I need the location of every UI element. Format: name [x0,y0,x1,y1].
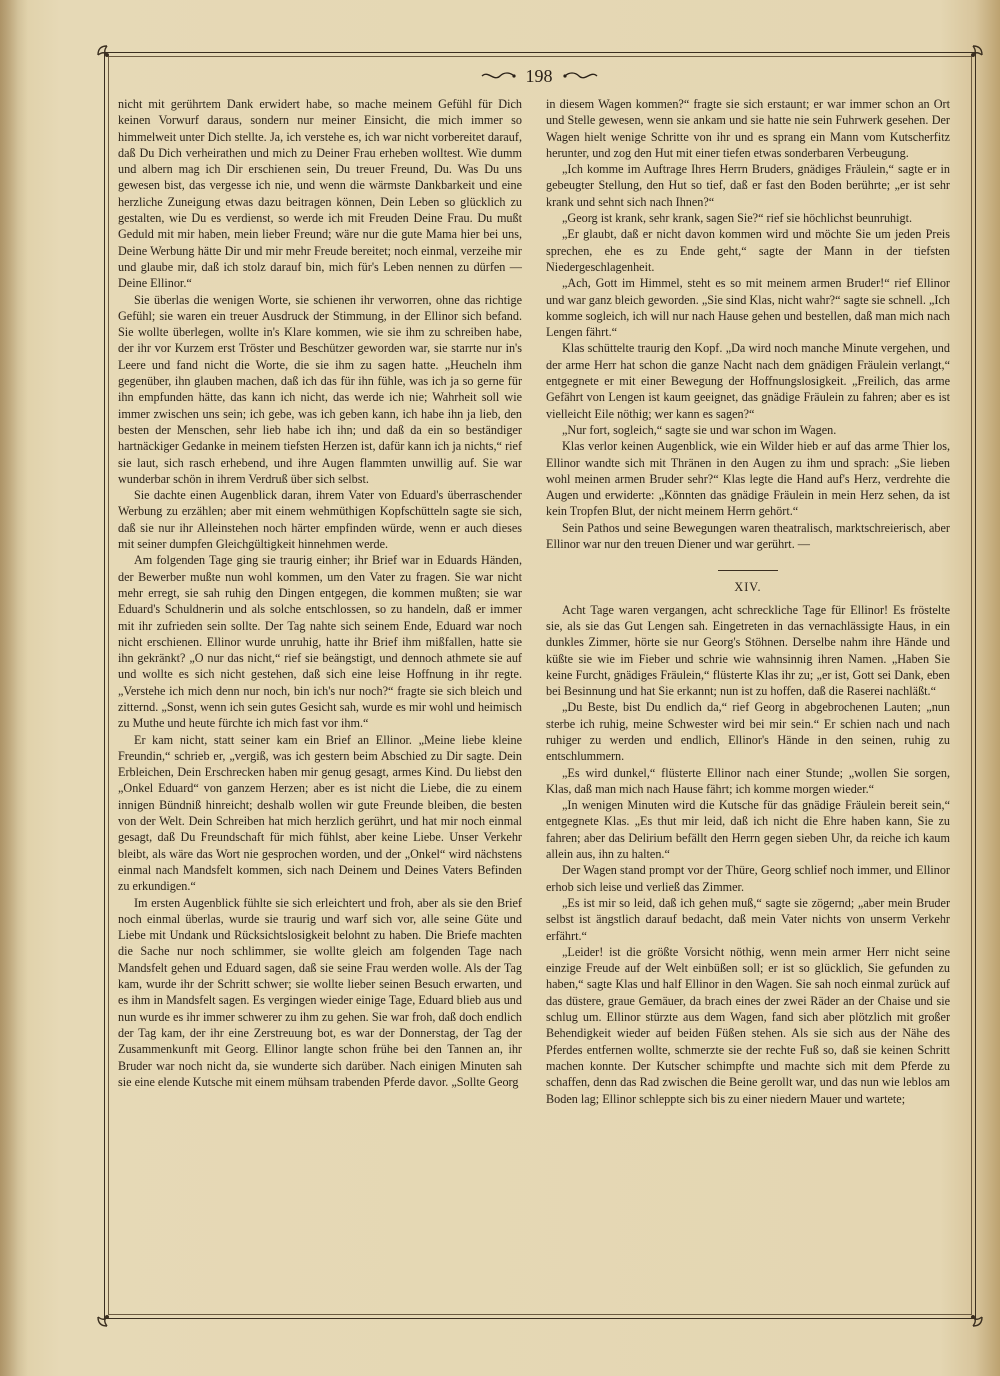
corner-ornament-icon [962,1306,984,1328]
paragraph: „Er glaubt, daß er nicht davon kommen wird und möchte Sie um jeden Preis sprechen, ehe es zu Ende geht,“ sagte der Mann in der tiefsten Niedergeschlagenheit. [546,227,950,274]
paragraph: Sie überlas die wenigen Worte, sie schienen ihr verworren, ohne das richtige Gefühl; sie waren ein treuer Ausdruck der Stimmung, in der Ellinor sich befand. Sie wollte überlegen, wollte in's Klare kommen, wie sie ihm zu schreiben habe, der ihr vor Kurzem erst Tröster und Beschützer geworden war, sie starrte nur in's Leere und fand nicht die Worte, die sie ihm zu sagen hatte. „Heucheln ihm gegenüber, ihn glauben machen, daß ich das für ihn fühle, was ich ja so gerne für ihn empfunden hätte, das kann ich nicht, das werde ich nie; Wahrheit soll wie immer zwischen uns sein; ich gebe, was ich geben kann, ich habe ihn ja lieb, den besten der Menschen, sehr lieb habe ich ihn; und daß da ein so beständiger hartnäckiger Gedanke in meinem tiefsten Herzen ist, dafür kann ich ja nichts,“ rief sie laut, sich rasch erhebend, und ihre Augen flammten unwillig auf. Sie war wunderbar schön in ihrem Verdruß über sich selbst. [118,292,522,486]
paragraph: „Ich komme im Auftrage Ihres Herrn Bruders, gnädiges Fräulein,“ sagte er in gebeugter Stellung, den Hut so tief, daß er fast den Boden berührte; „er ist sehr krank und sehnt sich nach Ihnen?“ [546,162,950,209]
paragraph: Am folgenden Tage ging sie traurig einher; ihr Brief war in Eduards Händen, der Bewerber mußte nun wohl kommen, um den Vater zu fragen. Sie war nicht mehr erregt, sie sah ruhig den Dingen entgegen, die kommen mußten; sie war Eduard's Schuldnerin und als solche entschlossen, so zu handeln, daß er immer mit ihr zufrieden sein sollte. Der Tag nahte sich seinem Ende, Eduard war noch nicht erschienen. Ellinor wurde unruhig, hatte ihr Brief ihm mißfallen, hatte sie ihn gekränkt? „O nur das nicht,“ rief sie beängstigt, und dennoch athmete sie auf und wollte es sich nicht gestehen, daß sich eine leise Hoffnung in ihr regte. „Verstehe ich mich denn nur noch, bin ich's nur noch?“ fragte sie sich bleich und zitternd. „Sonst, wenn ich sein gutes Gesicht sah, wurde es mir wohl und heimisch zu Muthe und heute fürchte ich mich fast vor ihm.“ [118,553,522,731]
paragraph: „Es ist mir so leid, daß ich gehen muß,“ sagte sie zögernd; „aber mein Bruder selbst ist ängstlich darauf bedacht, daß mein Vater nichts von unserm Verkehr erfährt.“ [546,895,950,943]
paragraph: „Nur fort, sogleich,“ sagte sie und war schon im Wagen. [562,422,837,437]
text-column-left [118,96,522,1090]
page-header [108,62,970,90]
paragraph: Sein Pathos und seine Bewegungen waren theatralisch, marktschreierisch, aber Ellinor war nur den treuen Diener und war gerührt. — [546,520,950,552]
binding-shadow [0,0,28,1376]
section-divider [718,570,778,571]
paragraph: in diesem Wagen kommen?“ fragte sie sich erstaunt; er war immer schon an Ort und Stelle gewesen, wenn sie ankam und sie hatte nie sein Fuhrwerk gesehen. Der Wagen hielt wenige Schritte von ihr und es sprang ein Mann vom Kutscherfitz herunter, und zog den Hut mit einer tiefen etwas sonderbaren Verbeugung. [546,97,950,160]
text-column-right [546,96,950,1107]
paragraph: Klas verlor keinen Augenblick, wie ein Wilder hieb er auf das arme Thier los, Ellinor wandte sich mit Thränen in den Augen zu ihm und sprach: „Sie lieben wohl meinen armen Bruder sehr?“ Klas legte die Hand auf's Herz, verdrehte die Augen und erwiderte: „Könnten das gnädige Fräulein in mein Herz sehen, da ist kein Tropfen Blut, der nicht meinem Herrn gehört.“ [546,439,950,519]
paragraph: Klas schüttelte traurig den Kopf. „Da wird noch manche Minute vergehen, und der arme Herr hat schon die ganze Nacht nach dem gnädigen Fräulein verlangt,“ entgegnete er mit einer Bewegung der Hoffnungslosigkeit. „Freilich, das arme Gefährt von Lengen ist kaum geeignet, das gnädige Fräulein zu fahren; aber es ist vielleicht Eile nöthig; wer kann es sagen?“ [546,341,950,421]
paragraph: nicht mit gerührtem Dank erwidert habe, so mache meinem Gefühl für Dich keinen Vorwurf daraus, sondern nur meiner Einsicht, die mich immer so himmelweit unter Dich stellte. Ja, ich verstehe es, ich war nicht vorbereitet darauf, daß Du Dich verheirathen und mich zu Deiner Frau erheben wolltest. Wie dumm und albern mag ich Dir erschienen sein, Du treuer Freund, Du. Was Du uns gewesen bist, das vergesse ich nie, und wenn die wärmste Dankbarkeit und eine herzliche Zuneigung etwas dazu beitragen können, Dein Leben so glücklich zu gestalten, wie Du es verdienst, so werde ich mit Freuden Deine Frau. Du mußt Geduld mit mir haben, mein lieber Freund; wäre nur die gute Mama hier bei uns, Deine Werbung hätte Dir und mir mehr Freude bereitet; noch einmal, verzeihe mir und glaube mir, daß ich stolz darauf bin, mich für's Leben nennen zu dürfen — Deine Ellinor.“ [118,97,522,291]
paragraph: „Du Beste, bist Du endlich da,“ rief Georg in abgebrochenen Lauten; „nun sterbe ich ruhig, meine Schwester wird bei mir sein.“ Er schien nach und nach ruhiger zu werden und endlich, Ellinor's Hände in den seinen, ruhig zu entschlummern. [546,700,950,764]
paragraph: Der Wagen stand prompt vor der Thüre, Georg schlief noch immer, und Ellinor erhob sich leise und verließ das Zimmer. [546,863,950,894]
paragraph: Sie dachte einen Augenblick daran, ihrem Vater von Eduard's überraschender Werbung zu erzählen; aber mit einem wehmüthigen Kopfschütteln sagte sie sich, daß sie nur ihr Alleinstehen noch härter empfinden würde, wenn er auch dieses mit seiner dumpfen Gleichgültigkeit hinnehmen werde. [118,488,522,552]
corner-ornament-icon [96,1306,118,1328]
paragraph: „Ach, Gott im Himmel, steht es so mit meinem armen Bruder!“ rief Ellinor und war ganz bleich geworden. „Sie sind Klas, nicht wahr?“ sagte sie schnell. „Ich komme sogleich, ich will nur nach Hause gehen und bestellen, daß man mich nach Lengen fährt.“ [546,276,950,340]
page-number: 198 [525,65,553,86]
paragraph: Acht Tage waren vergangen, acht schreckliche Tage für Ellinor! Es fröstelte sie, als sie das Gut Lengen sah. Eingetreten in das vernachlässigte Haus, in ein dunkles Zimmer, hörte sie nur Georg's Stöhnen. Derselbe nahm ihre Hände und küßte sie wie im Fieber und schrie wie wahnsinnig ihren Namen. „Haben Sie keine Furcht, gnädiges Fräulein,“ flüsterte Klas ihr zu; „er ist, Gott sei Dank, eben bei Besinnung und hat Sie erkannt; nun ist zu hoffen, daß die Raserei nachläßt.“ [546,602,950,699]
chapter-heading: XIV. [734,580,762,595]
ornament-right-icon [563,70,599,82]
paragraph: „Leider! ist die größte Vorsicht nöthig, wenn mein armer Herr nicht seine einzige Freude auf der Welt einbüßen soll; er ist so glücklich, Sie gefunden zu haben,“ sagte Klas und half Ellinor in den Wagen. Sie sah noch einmal zurück auf das düstere, graue Gemäuer, da brach eines der zwei Räder an der Chaise und sie schlug um. Ellinor stürzte aus dem Wagen, fand sich aber plötzlich mit großer Behendigkeit wieder auf beiden Füßen stehen. Als sie sich aus der Nähe des Pferdes entfernen wollte, schmerzte sie der rechte Fuß so, daß sie keinen Schritt machen konnte. Der Kutscher schimpfte und machte sich mit dem Pferde zu schaffen, denn das Rad zwischen die Beine gerollt war, und das nun wie leblos am Boden lag; Ellinor schleppte sich bis zu einer niedern Mauer und wartete; [546,944,950,1106]
paragraph: „Georg ist krank, sehr krank, sagen Sie?“ rief sie höchlichst beunruhigt. [562,211,913,226]
paragraph: „In wenigen Minuten wird die Kutsche für das gnädige Fräulein bereit sein,“ entgegnete Klas. „Es thut mir leid, daß ich nicht die Ehre haben kann, Sie zu fahren; aber das Delirium befällt den Herrn gegen sieben Uhr, da reiche ich kaum allein aus, ihn zu halten.“ [546,798,950,862]
paragraph: „Es wird dunkel,“ flüsterte Ellinor nach einer Stunde; „wollen Sie sorgen, Klas, daß man mich nach Hause fährt; ich komme morgen wieder.“ [546,765,950,796]
paragraph: Im ersten Augenblick fühlte sie sich erleichtert und froh, aber als sie den Brief noch einmal überlas, wurde sie traurig und warf sich vor, alle seine Güte und Liebe mit Undank und Rücksichtslosigkeit belohnt zu haben. Die Briefe machten die Sache nur noch schlimmer, sie wollte gleich am folgenden Tage nach Mandsfelt gehen und Eduard sagen, daß sie seine Frau werden wolle. Als der Tag kam, wurde ihr der Schritt schwer; sie wollte lieber seinen Besuch erwarten, und es ihm in Mandsfelt sagen. Es vergingen wieder einige Tage, Eduard blieb aus und nun wurde es ihr immer schwerer zu ihm zu gehen. Sie war froh, daß doch endlich der Tag kam, der ihr eine Zerstreuung bot, es war der Donnerstag, der Tag der Zusammenkunft mit Georg. Ellinor langte schon frühe bei den Tannen an, ihr Bruder war noch nicht da, sie wunderte sich darüber. Nach einigen Minuten sah sie eine elende Kutsche mit einem mühsam trabenden Pferde davor. „Sollte Georg [118,895,522,1089]
paragraph: Er kam nicht, statt seiner kam ein Brief an Ellinor. „Meine liebe kleine Freundin,“ schrieb er, „vergiß, was ich gestern beim Abschied zu Dir sagte. Dein Erbleichen, Dein Erschrecken haben mir genug gesagt, armes Kind. Du liebst den „Onkel Eduard“ von ganzem Herzen; aber es ist nicht die Liebe, die zu einem innigen Bündniß hinreicht; deshalb wollen wir gute Freunde bleiben, die besten von der Welt. Dein Schreiben hat mich herzlich gerührt, und hat mir noch einmal gesagt, daß Du Freundschaft für mich fühlst, aber keine Liebe. Unser Verkehr bleibt, als wäre das Wort nie gesprochen worden, und der „Onkel“ wird nächstens einmal nach Mandsfelt kommen, sich nach Deinem und Deines Vaters Befinden zu erkundigen.“ [118,732,522,894]
ornament-left-icon [480,70,516,82]
